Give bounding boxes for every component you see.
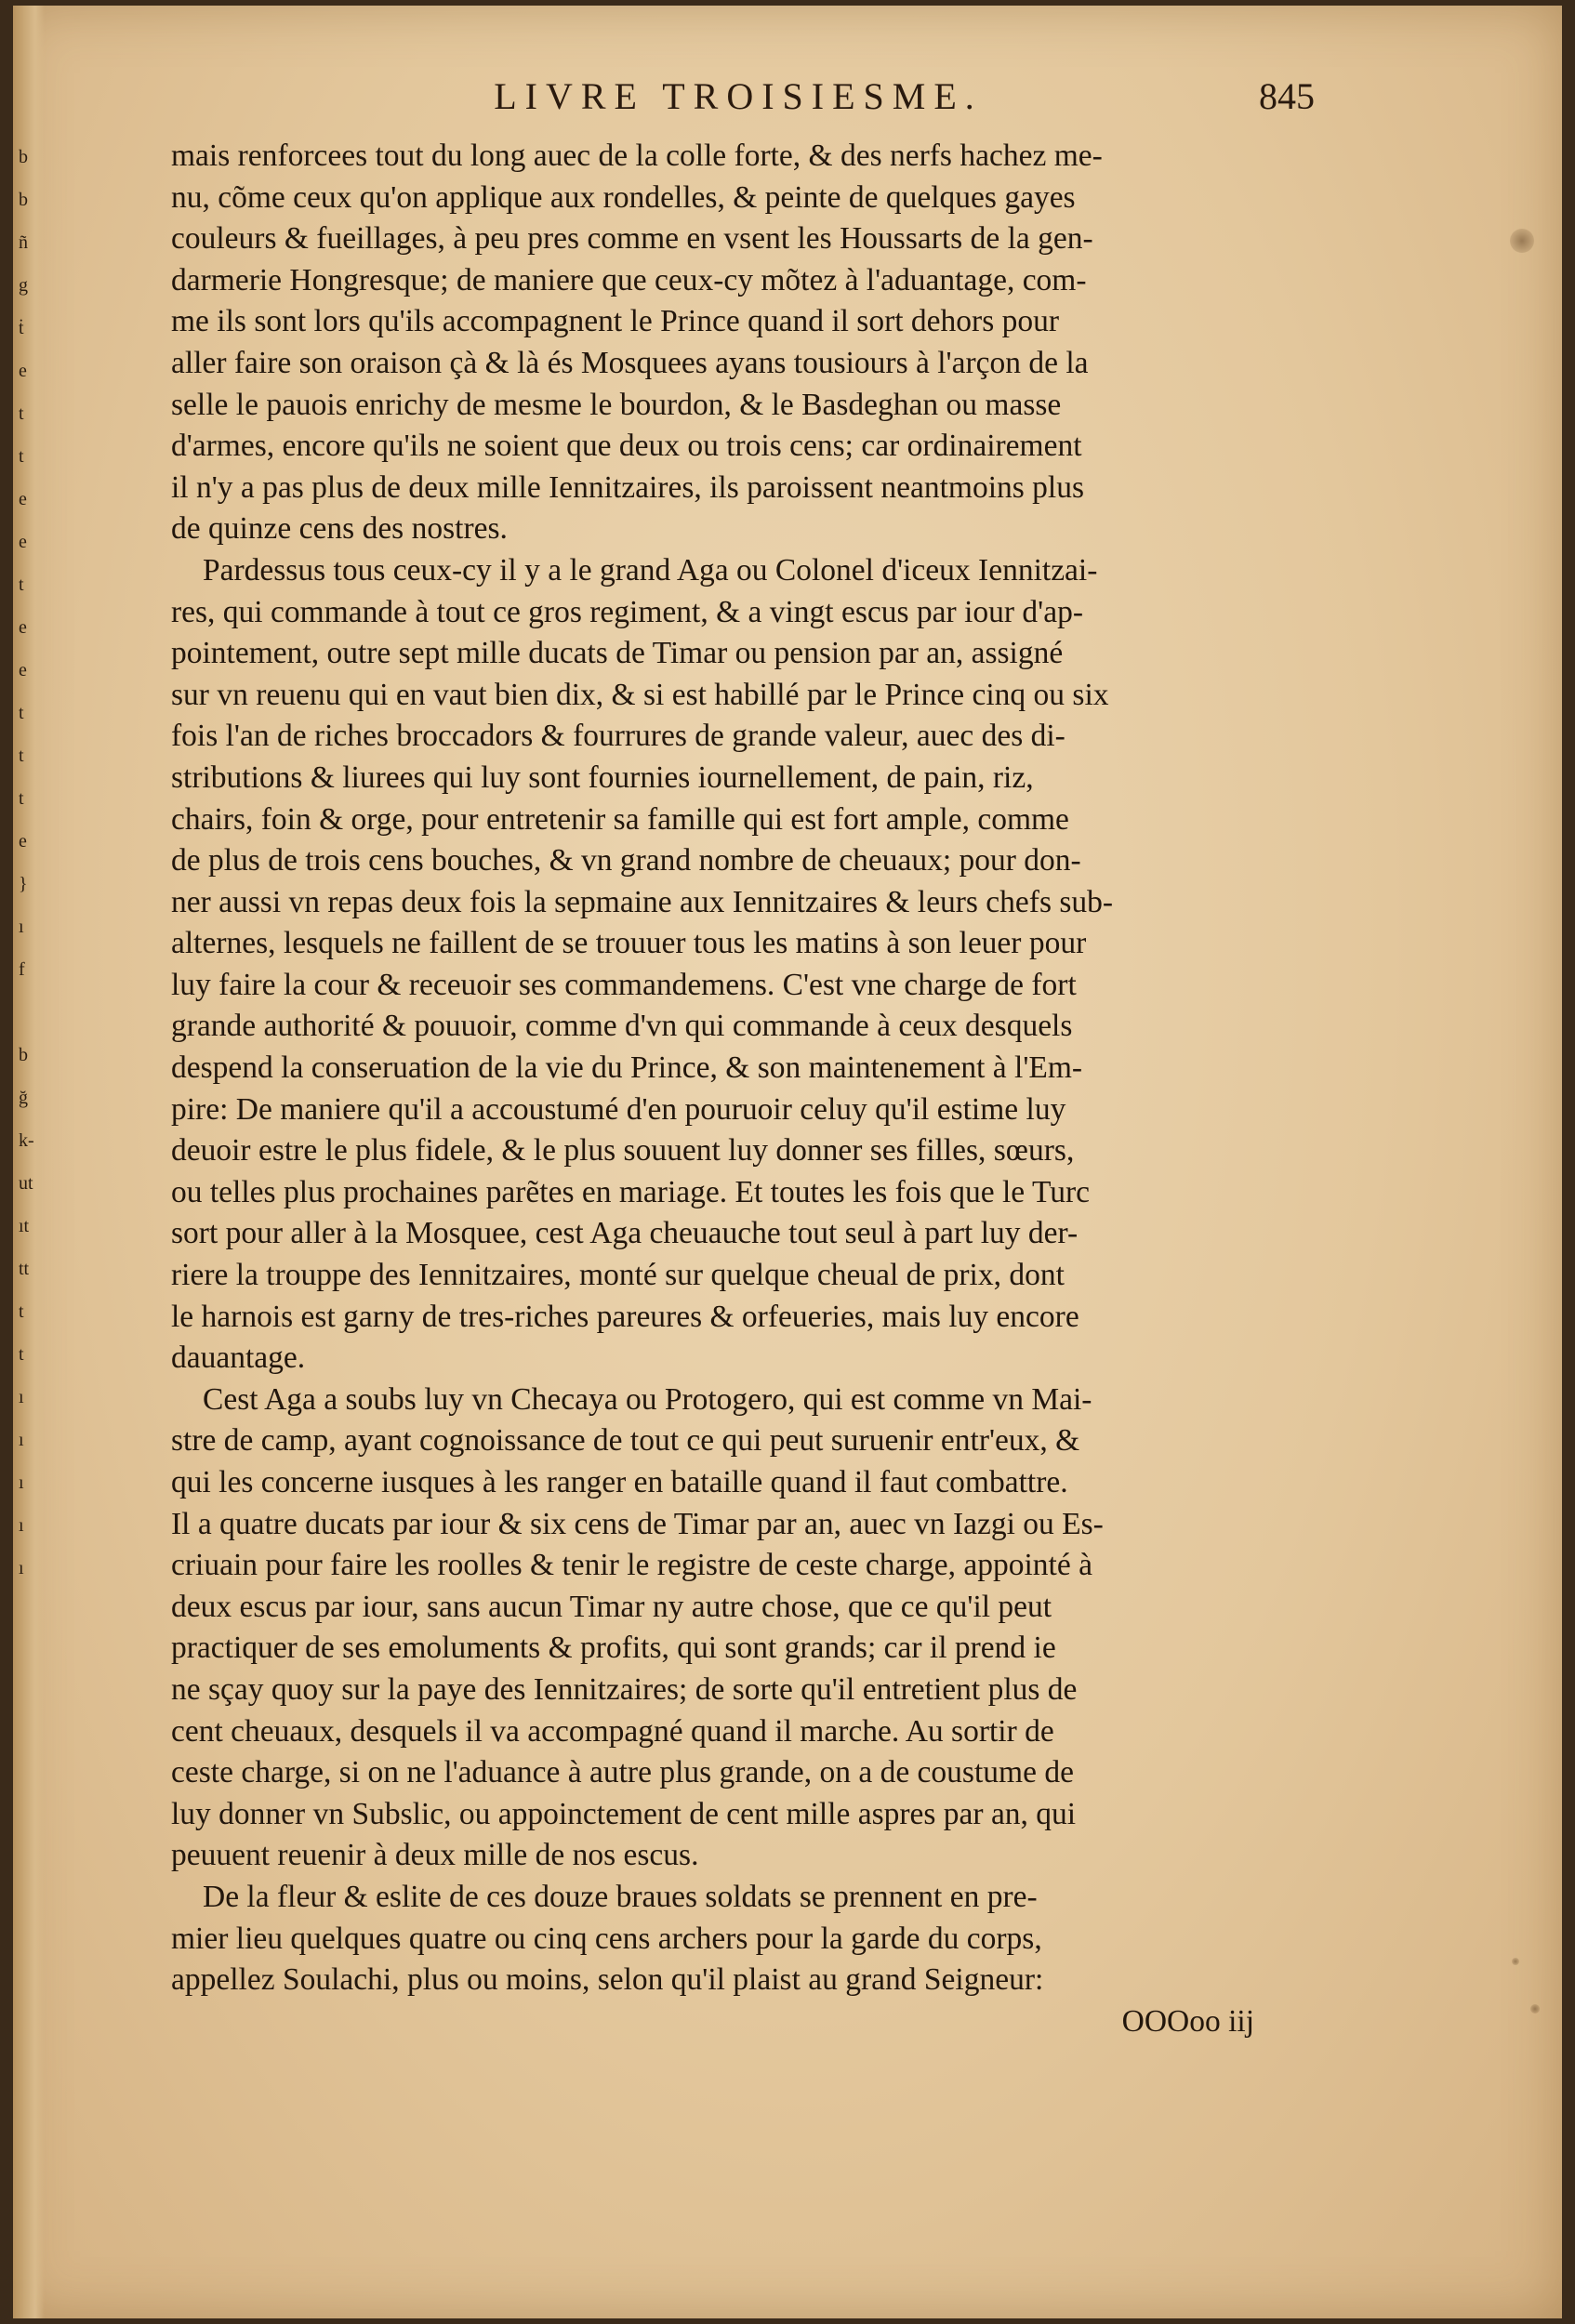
text-line: le harnois est garny de tres-riches pareures & orfeueries, mais luy encore	[171, 1299, 1079, 1334]
gutter-letter: t	[19, 788, 24, 809]
page-number: 845	[1259, 75, 1315, 117]
gutter-letter: e	[19, 361, 27, 381]
text-line: chairs, foin & orge, pour entretenir sa famille qui est fort ample, comme	[171, 801, 1069, 837]
gutter-letter: ı	[19, 917, 24, 937]
gutter-letter: b	[19, 190, 28, 210]
text-line: luy donner vn Subslic, ou appoinctement de cent mille aspres par an, qui	[171, 1796, 1077, 1831]
gutter-letter: ı	[19, 1558, 24, 1578]
text-line: couleurs & fueillages, à peu pres comme en vsent les Houssarts de la gen-	[171, 221, 1093, 257]
gutter-letter: ñ	[19, 232, 28, 253]
ink-stain	[1530, 2004, 1540, 2014]
text-line: luy faire la cour & receuoir ses commandemens. C'est vne charge de fort	[171, 967, 1077, 1002]
gutter-letter: t	[19, 1301, 24, 1322]
text-line: Il a quatre ducats par iour & six cens de Timar par an, auec vn Iazgi ou Es-	[171, 1506, 1104, 1541]
gutter-letter: b	[19, 1045, 28, 1065]
gutter-letter: ıt	[19, 1216, 30, 1236]
gutter-letter: ṫ	[19, 318, 24, 338]
text-line: ne sçay quoy sur la paye des Iennitzaires; de sorte qu'il entretient plus de	[171, 1671, 1078, 1707]
ink-stain	[1512, 1958, 1519, 1965]
book-page	[13, 6, 1562, 2318]
text-line: De la fleur & eslite de ces douze braues soldats se prennent en pre-	[203, 1879, 1038, 1914]
text-line: deux escus par iour, sans aucun Timar ny autre chose, que ce qu'il peut	[171, 1589, 1052, 1624]
body-text	[171, 136, 1310, 2042]
ink-stain	[1510, 229, 1534, 253]
gutter-letter: t	[19, 1344, 24, 1365]
text-line: appellez Soulachi, plus ou moins, selon qu'il plaist au grand Seigneur:	[171, 1962, 1044, 1998]
text-line: d'armes, encore qu'ils ne soient que deux ou trois cens; car ordinairement	[171, 429, 1082, 464]
gutter-letter: e	[19, 532, 27, 552]
facing-page-letters	[19, 136, 46, 1578]
gutter-letter: tt	[19, 1259, 30, 1279]
gutter-letter: ğ	[19, 1088, 28, 1108]
gutter-letter: ı	[19, 1472, 24, 1493]
text-line: ou telles plus prochaines parẽtes en mariage. Et toutes les fois que le Turc	[171, 1174, 1091, 1209]
text-line: Pardessus tous ceux-cy il y a le grand Aga ou Colonel d'iceux Iennitzai-	[203, 552, 1098, 588]
text-line: stributions & liurees qui luy sont fournies iournellement, de pain, riz,	[171, 759, 1034, 795]
text-line: sort pour aller à la Mosquee, cest Aga cheuauche tout seul à part luy der-	[171, 1216, 1079, 1251]
gutter-letter: b	[19, 147, 28, 167]
text-line: pire: De maniere qu'il a accoustumé d'en pouruoir celuy qu'il estime luy	[171, 1091, 1066, 1127]
text-line: deuoir estre le plus fidele, & le plus souuent luy donner ses filles, sœurs,	[171, 1133, 1075, 1169]
text-line: ner aussi vn repas deux fois la sepmaine aux Iennitzaires & leurs chefs sub-	[171, 884, 1114, 919]
running-title: LIVRE TROISIESME.	[494, 75, 983, 117]
gutter-letter: ı	[19, 1387, 24, 1407]
text-line: mier lieu quelques quatre ou cinq cens archers pour la garde du corps,	[171, 1921, 1042, 1956]
text-line: alternes, lesquels ne faillent de se trouuer tous les matins à son leuer pour	[171, 926, 1087, 961]
text-line: nu, cõme ceux qu'on applique aux rondelles, & peinte de quelques gayes	[171, 179, 1076, 215]
gutter-letter: ı	[19, 1430, 24, 1450]
text-line: qui les concerne iusques à les ranger en bataille quand il faut combattre.	[171, 1465, 1068, 1499]
text-line: fois l'an de riches broccadors & fourrures de grande valeur, auec des di-	[171, 719, 1065, 754]
text-line: pointement, outre sept mille ducats de Timar ou pension par an, assigné	[171, 636, 1064, 671]
text-line: ceste charge, si on ne l'aduance à autre plus grande, on a de coustume de	[171, 1755, 1074, 1790]
gutter-letter: }	[19, 874, 28, 894]
text-line: mais renforcees tout du long auec de la colle forte, & des nerfs hachez me-	[171, 139, 1103, 173]
gutter-letter: t	[19, 446, 24, 467]
text-line: criuain pour faire les roolles & tenir le registre de ceste charge, appointé à	[171, 1548, 1092, 1583]
gutter-letter: e	[19, 617, 27, 638]
text-line: aller faire son oraison çà & là és Mosquees ayans tousiours à l'arçon de la	[171, 345, 1089, 380]
gutter-letter: t	[19, 574, 24, 595]
gutter-letter: e	[19, 831, 27, 852]
gutter-letter: e	[19, 489, 27, 509]
text-line: stre de camp, ayant cognoissance de tout ce qui peut suruenir entr'eux, &	[171, 1423, 1080, 1459]
text-line: sur vn reuenu qui en vaut bien dix, & si est habillé par le Prince cinq ou six	[171, 677, 1109, 712]
gutter-letter: e	[19, 660, 27, 680]
text-line: darmerie Hongresque; de maniere que ceux-cy mõtez à l'aduantage, com-	[171, 262, 1087, 297]
gutter-letter: g	[19, 275, 28, 296]
gutter-letter: ut	[19, 1173, 33, 1194]
gutter-letter: t	[19, 403, 24, 424]
text-line: peuuent reuenir à deux mille de nos escus.	[171, 1838, 699, 1873]
text-line: practiquer de ses emoluments & profits, qui sont grands; car il prend ie	[171, 1631, 1056, 1666]
gutter-letter: ı	[19, 1515, 24, 1536]
gutter-letter	[19, 991, 46, 1034]
text-line: dauantage.	[171, 1340, 306, 1376]
running-head	[162, 74, 1315, 130]
text-line: Cest Aga a soubs luy vn Checaya ou Protogero, qui est comme vn Mai-	[203, 1381, 1092, 1417]
text-line: res, qui commande à tout ce gros regiment, & a vingt escus par iour d'ap-	[171, 594, 1083, 629]
gutter-letter: f	[19, 959, 25, 980]
text-line: despend la conseruation de la vie du Prince, & son maintenement à l'Em-	[171, 1050, 1083, 1086]
signature-mark: OOOoo iij	[1121, 2003, 1254, 2039]
text-line: grande authorité & pouuoir, comme d'vn qui commande à ceux desquels	[171, 1009, 1073, 1044]
gutter-letter: k-	[19, 1130, 34, 1151]
page-gutter	[13, 6, 45, 2318]
gutter-letter: t	[19, 746, 24, 766]
text-line: il n'y a pas plus de deux mille Iennitzaires, ils paroissent neantmoins plus	[171, 469, 1085, 505]
text-line: me ils sont lors qu'ils accompagnent le Prince quand il sort dehors pour	[171, 304, 1060, 339]
text-line: de plus de trois cens bouches, & vn grand nombre de cheuaux; pour don-	[171, 843, 1081, 878]
gutter-letter: t	[19, 703, 24, 723]
text-line: riere la trouppe des Iennitzaires, monté sur quelque cheual de prix, dont	[171, 1258, 1065, 1293]
text-line: cent cheuaux, desquels il va accompagné quand il marche. Au sortir de	[171, 1713, 1054, 1749]
text-line: selle le pauois enrichy de mesme le bourdon, & le Basdeghan ou masse	[171, 387, 1062, 422]
text-line: de quinze cens des nostres.	[171, 511, 508, 547]
